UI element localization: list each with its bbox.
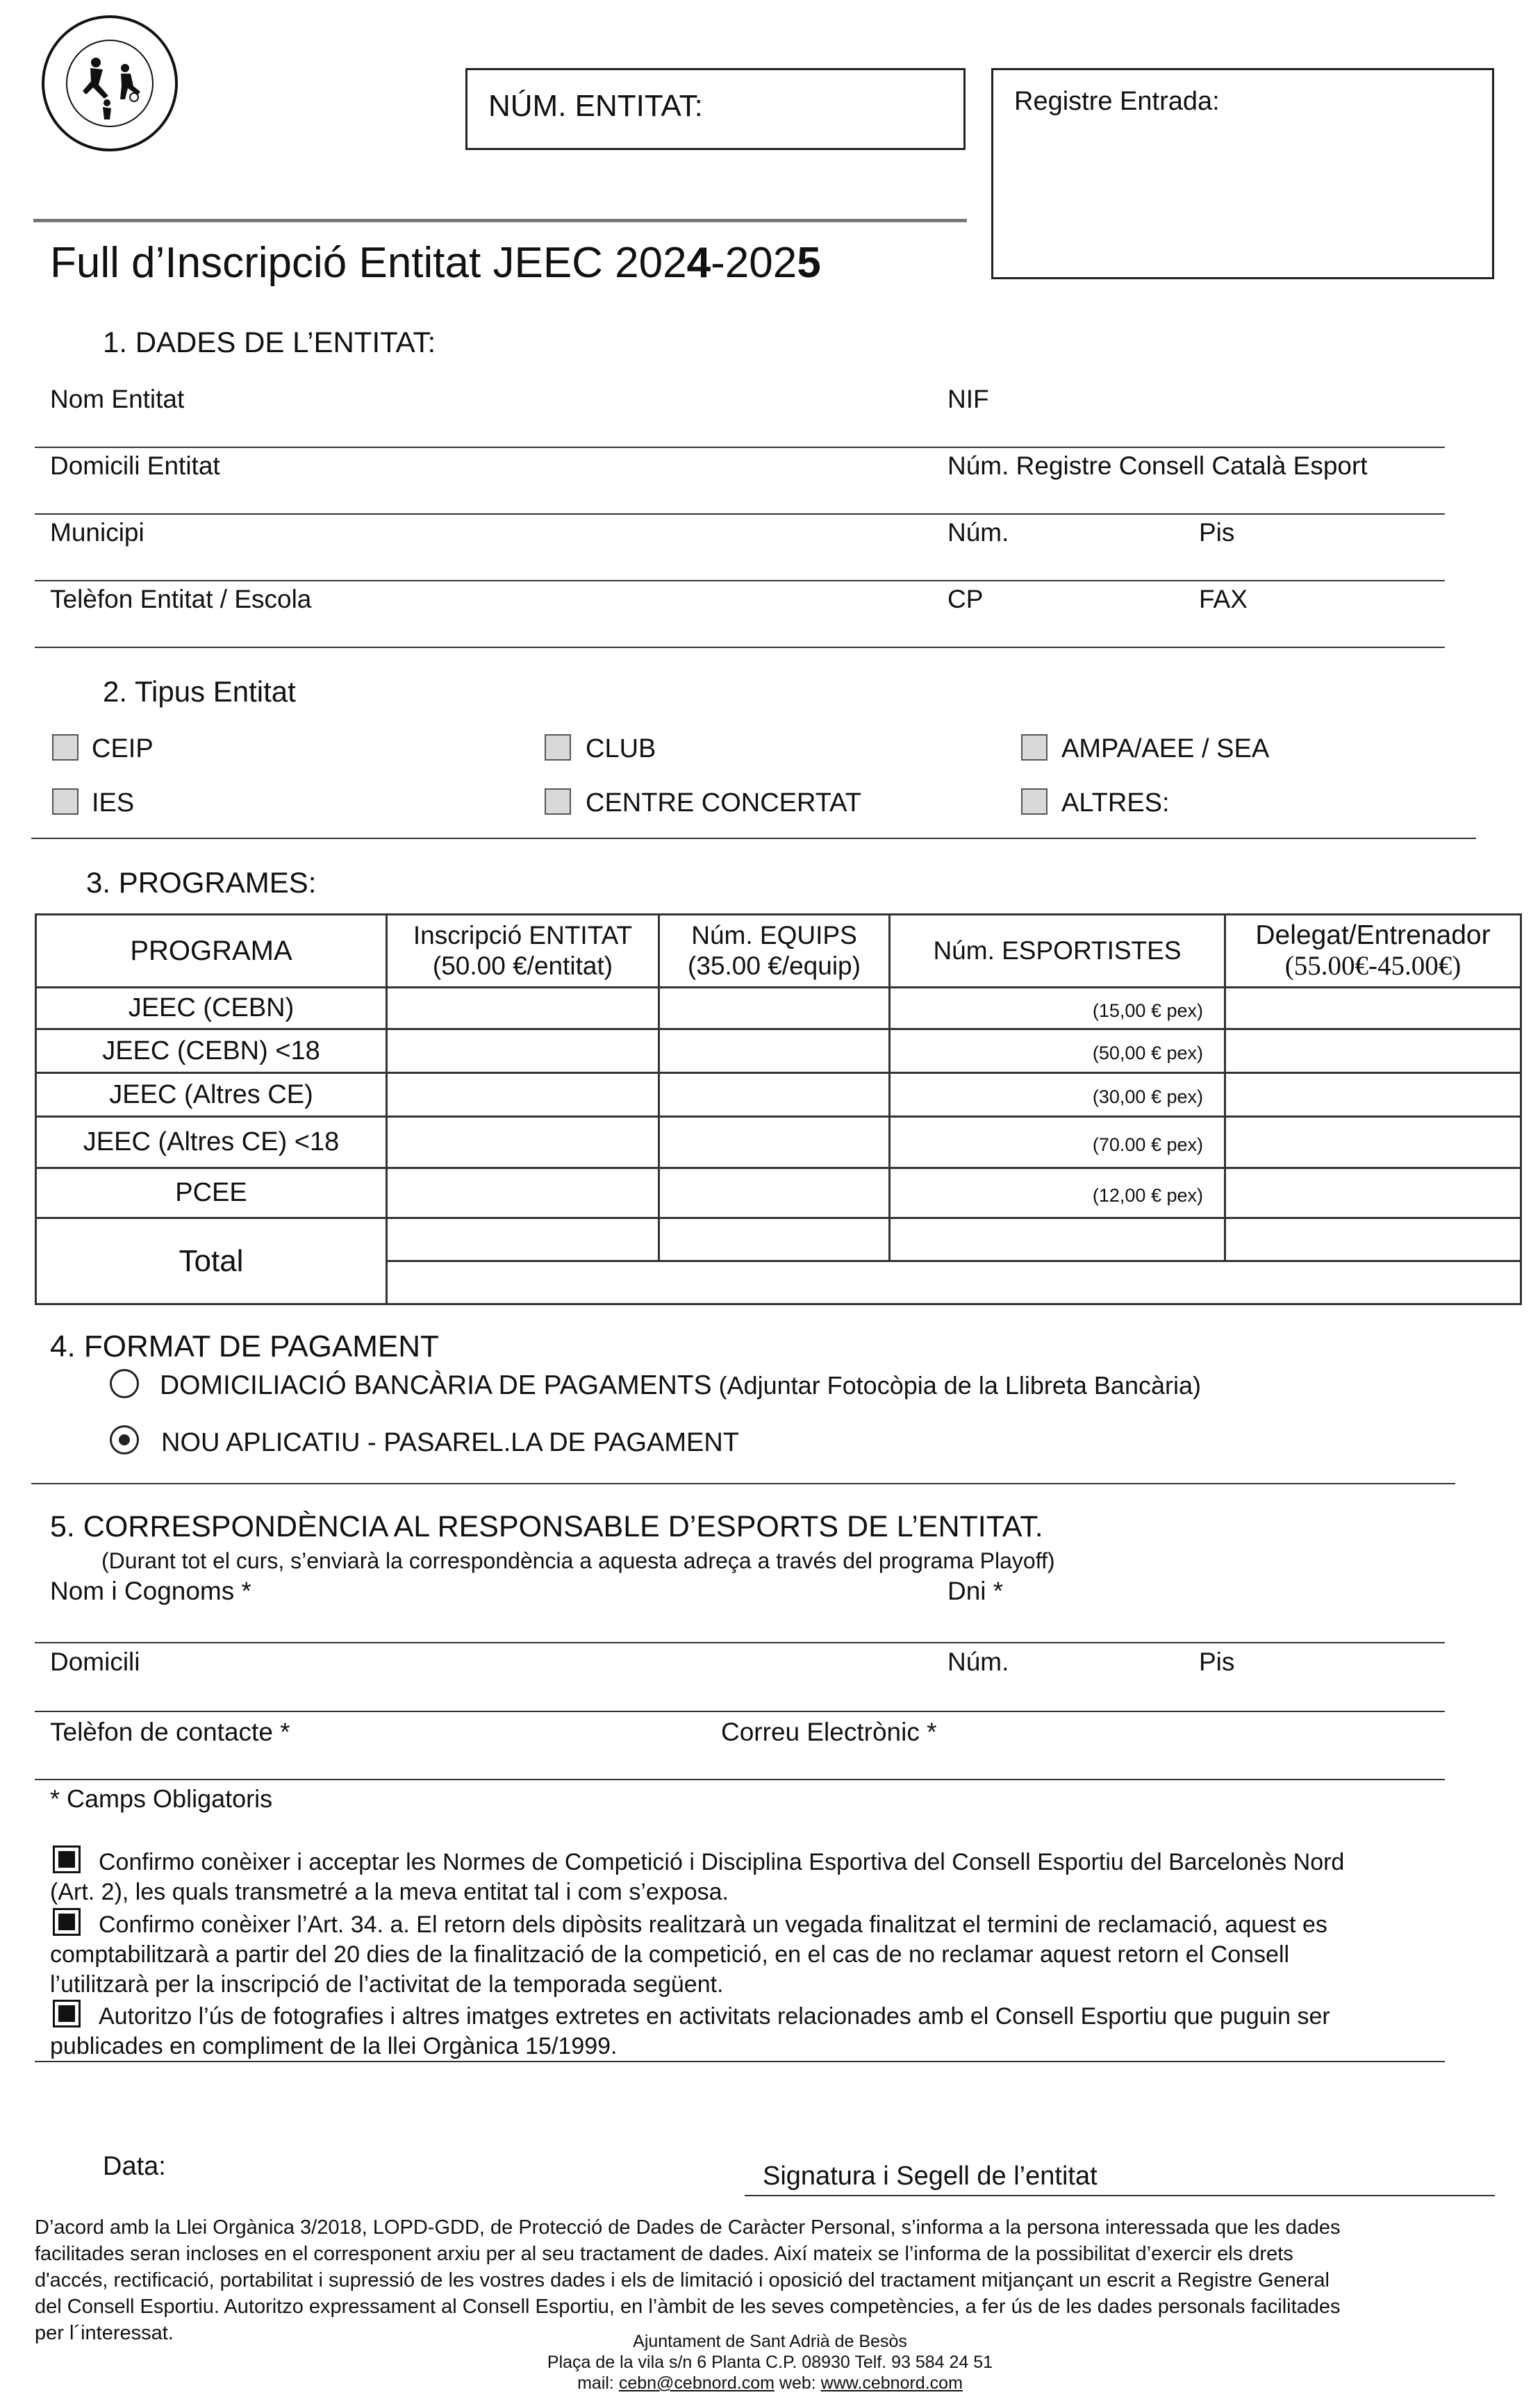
option-club-label: CLUB (586, 734, 656, 763)
esportistes-cell[interactable] (890, 1168, 1225, 1218)
table-row-total (36, 1218, 1521, 1261)
nom-entitat-label: Nom Entitat (50, 385, 185, 413)
header-equips (659, 915, 890, 988)
total-esportistes-cell[interactable] (890, 1218, 1225, 1261)
programa-cell: JEEC (CEBN) (36, 988, 387, 1029)
total-label: Total (36, 1218, 387, 1304)
checkbox-altres[interactable] (1021, 788, 1048, 815)
checkbox-club[interactable] (545, 734, 571, 761)
section2-heading: 2. Tipus Entitat (103, 675, 296, 708)
checkbox-ceip[interactable] (52, 734, 78, 761)
consent-normes-line1: Confirmo conèixer i acceptar les Normes de Competició i Disciplina Esportiva del Consell Esportiu del Barcelonès Nord (99, 1849, 1345, 1875)
preu-label: (50,00 € pex) (1092, 1043, 1203, 1063)
legal-text (35, 2214, 1341, 2346)
option-centre-concertat-label: CENTRE CONCERTAT (586, 788, 861, 818)
domicili-line[interactable] (35, 1711, 1445, 1712)
consent-retorn-line2: comptabilitzarà a partir del 20 dies de la finalització de la competició, en el cas de no reclamar aquest retorn el Consell (50, 1941, 1290, 1968)
nom-cognoms-label: Nom i Cognoms * (50, 1577, 251, 1605)
footer-web-label: web: (774, 2373, 821, 2393)
option-ampa-label: AMPA/AEE / SEA (1061, 734, 1270, 763)
option-domiciliacio-label (160, 1372, 1201, 1399)
consent-retorn-text (50, 1910, 1327, 2000)
esportistes-cell[interactable] (890, 1117, 1225, 1168)
section3-heading: 3. PROGRAMES: (86, 866, 317, 899)
domicili-entitat-label: Domicili Entitat (50, 451, 220, 480)
table-row (36, 1073, 1521, 1117)
header-delegat-title: Delegat/Entrenador (1255, 920, 1491, 950)
inscripcio-cell[interactable] (387, 1117, 659, 1168)
inscripcio-cell[interactable] (387, 1029, 659, 1073)
section4-divider (31, 1483, 1455, 1484)
consent-imatges-text (50, 2002, 1330, 2062)
section2-divider (31, 838, 1476, 839)
page-title (50, 239, 821, 287)
delegat-cell[interactable] (1225, 1117, 1521, 1168)
legal-line: D’acord amb la Llei Orgànica 3/2018, LOPD-GDD, de Protecció de Dades de Caràcter Personal, s’informa a la persona interessada que les dades (35, 2216, 1341, 2239)
consent-normes-line2: (Art. 2), les quals transmetré a la meva entitat tal i com s’exposa. (50, 1879, 729, 1905)
footer-contact (0, 2373, 1540, 2394)
telefon-entitat-line[interactable] (35, 647, 1445, 648)
nif-label: NIF (947, 385, 989, 413)
nom-entitat-line[interactable] (35, 447, 1445, 448)
header-inscripcio-price: (50.00 €/entitat) (432, 952, 613, 980)
telefon-entitat-label: Telèfon Entitat / Escola (50, 585, 312, 613)
section5-heading: 5. CORRESPONDÈNCIA AL RESPONSABLE D’ESPORTS DE L’ENTITAT. (50, 1510, 1043, 1543)
inscripcio-cell[interactable] (387, 988, 659, 1029)
section1-heading: 1. DADES DE L’ENTITAT: (103, 326, 436, 358)
dni-label: Dni * (947, 1577, 1004, 1605)
header-programa: PROGRAMA (36, 915, 387, 988)
data-label: Data: (103, 2152, 166, 2181)
consent-imatges-line1: Autoritzo l’ús de fotografies i altres imatges extretes en activitats relacionades amb el Consell Esportiu que puguin ser (99, 2003, 1330, 2030)
esportistes-cell[interactable] (890, 988, 1225, 1029)
camps-obligatoris-label: * Camps Obligatoris (50, 1784, 273, 1813)
programes-table (35, 913, 1522, 1305)
footer (0, 2331, 1540, 2394)
option-altres-label: ALTRES: (1061, 788, 1170, 818)
header-inscripcio-title: Inscripció ENTITAT (413, 921, 633, 949)
title-mid: -202 (711, 239, 797, 287)
total-equips-cell[interactable] (659, 1218, 890, 1261)
table-row (36, 1168, 1521, 1218)
title-prefix: Full d’Inscripció Entitat JEEC 202 (50, 239, 687, 287)
delegat-cell[interactable] (1225, 1073, 1521, 1117)
num-entitat-label: NÚM. ENTITAT: (488, 89, 703, 123)
header-equips-title: Núm. EQUIPS (691, 921, 857, 949)
total-delegat-cell[interactable] (1225, 1218, 1521, 1261)
registre-ccesport-label: Núm. Registre Consell Català Esport (947, 451, 1368, 480)
num-label-2: Núm. (947, 1648, 1009, 1676)
programa-cell: JEEC (Altres CE) <18 (36, 1117, 387, 1168)
pis-label-2: Pis (1199, 1648, 1235, 1676)
footer-address-1: Ajuntament de Sant Adrià de Besòs (633, 2332, 907, 2351)
checkbox-centre-concertat[interactable] (545, 788, 571, 815)
programa-cell: JEEC (CEBN) <18 (36, 1029, 387, 1073)
consent-retorn-line3: l’utilitzarà per la inscripció de l’activitat de la temporada següent. (50, 1971, 724, 1998)
radio-pasarela[interactable] (110, 1425, 139, 1454)
legal-line: facilitades seran incloses en el corresponent arxiu per al seu tractament de dades. Així mateix se l’informa de la possibilitat d’exercir els drets (35, 2243, 1293, 2265)
registre-entrada-box[interactable] (991, 68, 1494, 279)
header-delegat-price: (55.00€-45.00€) (1284, 951, 1462, 981)
num-label: Núm. (947, 518, 1009, 547)
section4-heading: 4. FORMAT DE PAGAMENT (50, 1329, 439, 1363)
programa-cell: PCEE (36, 1168, 387, 1218)
esportistes-cell[interactable] (890, 1073, 1225, 1117)
telefon-contacte-label: Telèfon de contacte * (50, 1718, 290, 1746)
grand-total-cell[interactable] (387, 1261, 1521, 1304)
legal-line: per l´interessat. (35, 2322, 174, 2344)
equips-cell[interactable] (659, 988, 890, 1029)
equips-cell[interactable] (659, 1117, 890, 1168)
option-ceip-label: CEIP (92, 734, 154, 763)
fax-label: FAX (1199, 585, 1248, 613)
municipi-line[interactable] (35, 580, 1445, 581)
domicili-label: Domicili (50, 1648, 140, 1676)
total-inscripcio-cell[interactable] (387, 1218, 659, 1261)
equips-cell[interactable] (659, 1168, 890, 1218)
consents-divider (35, 2061, 1445, 2062)
footer-mail-link[interactable]: cebn@cebnord.com (618, 2373, 775, 2393)
inscripcio-cell[interactable] (387, 1073, 659, 1117)
header-equips-price: (35.00 €/equip) (688, 952, 861, 980)
consent-normes-text (50, 1848, 1344, 1907)
header-inscripcio (387, 915, 659, 988)
preu-label: (30,00 € pex) (1092, 1086, 1203, 1107)
section5-subheading: (Durant tot el curs, s’enviarà la correspondència a aquesta adreça a través del programa Playoff) (101, 1548, 1055, 1573)
num-entitat-box[interactable] (465, 68, 966, 150)
domicili-entitat-line[interactable] (35, 513, 1445, 515)
pis-label: Pis (1199, 518, 1235, 547)
municipi-label: Municipi (50, 518, 144, 547)
registre-entrada-label: Registre Entrada: (1014, 87, 1220, 116)
header-esportistes: Núm. ESPORTISTES (890, 915, 1225, 988)
option-domiciliacio-main: DOMICILIACIÓ BANCÀRIA DE PAGAMENTS (160, 1370, 712, 1400)
equips-cell[interactable] (659, 1029, 890, 1073)
equips-cell[interactable] (659, 1073, 890, 1117)
footer-address-2: Plaça de la vila s/n 6 Planta C.P. 08930 Telf. 93 584 24 51 (547, 2353, 993, 2372)
consent-imatges-line2: publicades en compliment de la llei Orgànica 15/1999. (50, 2033, 618, 2059)
footer-web-link[interactable]: www.cebnord.com (820, 2373, 963, 2393)
esportistes-cell[interactable] (890, 1029, 1225, 1073)
table-row (36, 1117, 1521, 1168)
header-delegat (1225, 915, 1521, 988)
delegat-cell[interactable] (1225, 988, 1521, 1029)
option-domiciliacio-note: (Adjuntar Fotocòpia de la Llibreta Bancària) (711, 1371, 1201, 1400)
option-pasarela-label: NOU APLICATIU - PASAREL.LA DE PAGAMENT (161, 1428, 739, 1457)
preu-label: (15,00 € pex) (1092, 1000, 1203, 1021)
table-row (36, 1029, 1521, 1073)
legal-line: d'accés, rectificació, portabilitat i supressió de les vostres dades i els de limitació i oposició del tractament mitjançant un escrit a Registre General (35, 2269, 1330, 2291)
checkbox-ampa[interactable] (1021, 734, 1048, 761)
telefon-contacte-line[interactable] (35, 1779, 1445, 1780)
signatura-label: Signatura i Segell de l’entitat (763, 2162, 1098, 2191)
table-header-row (36, 915, 1521, 988)
signature-line[interactable] (745, 2195, 1495, 2196)
inscripcio-cell[interactable] (387, 1168, 659, 1218)
option-ies-label: IES (92, 788, 135, 818)
logo (40, 14, 179, 153)
delegat-cell[interactable] (1225, 1029, 1521, 1073)
legal-line: del Consell Esportiu. Autoritzo expressament al Consell Esportiu, en l’àmbit de les seves competències, a fer ús de les dades personals facilitades (35, 2296, 1341, 2318)
preu-label: (12,00 € pex) (1092, 1184, 1203, 1206)
radio-domiciliacio[interactable] (110, 1369, 139, 1398)
correu-electronic-label: Correu Electrònic * (721, 1718, 937, 1746)
programa-cell: JEEC (Altres CE) (36, 1073, 387, 1117)
table-row (36, 988, 1521, 1029)
title-year-1: 4 (686, 239, 711, 287)
footer-mail-label: mail: (577, 2373, 619, 2393)
consent-retorn-line1: Confirmo conèixer l’Art. 34. a. El retorn dels dipòsits realitzarà un vegada finalitzat el termini de reclamació, aquest es (99, 1911, 1327, 1938)
cp-label: CP (947, 585, 984, 613)
nom-cognoms-line[interactable] (35, 1642, 1445, 1643)
header-divider (33, 219, 967, 222)
checkbox-ies[interactable] (52, 788, 78, 815)
delegat-cell[interactable] (1225, 1168, 1521, 1218)
preu-label: (70.00 € pex) (1092, 1134, 1203, 1155)
title-year-2: 5 (797, 239, 821, 287)
